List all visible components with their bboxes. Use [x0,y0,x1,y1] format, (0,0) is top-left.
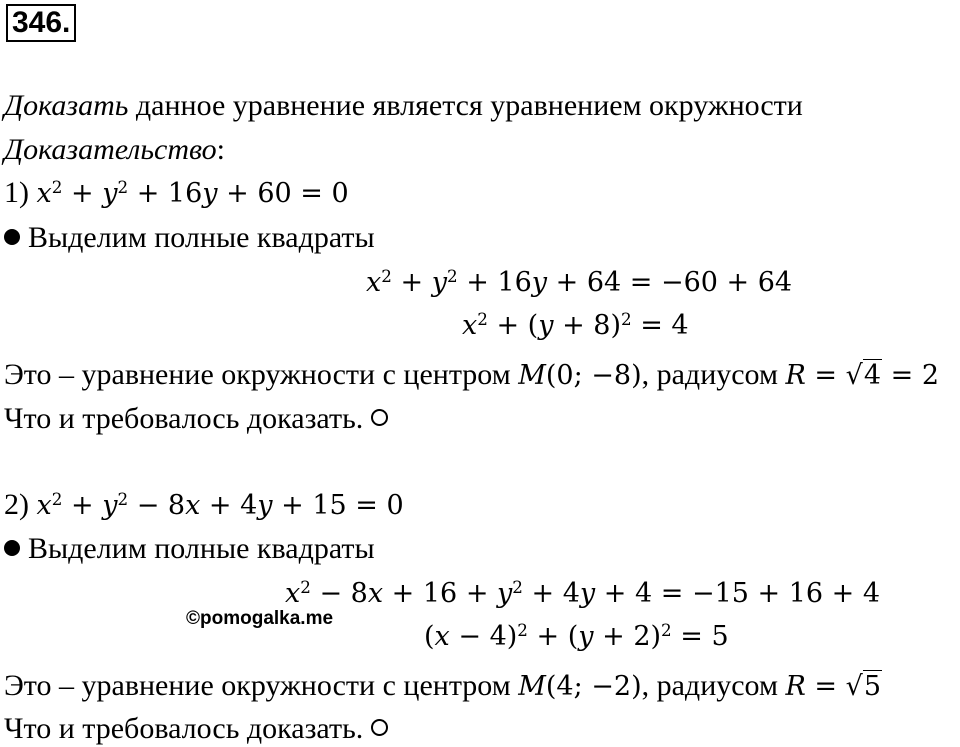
part1-step [4,220,375,256]
part1-qed [4,401,388,437]
end-of-proof-icon [371,409,388,426]
part2-equation-line [4,487,404,526]
part2-step [4,531,375,567]
part2-radius-text: , радиусом [641,669,786,702]
part1-transform-1: $x^2 + y^2 + 16y + 64 = -60 + 64$ [366,265,793,298]
part2-conclusion-text: Это – уравнение окружности с центром [4,669,519,702]
part2-qed-text: Что и требовалось доказать. [4,712,364,745]
part1-equation-line [4,175,349,214]
task-statement [4,88,803,124]
part2-transform-2: $(x - 4)^2 + (y + 2)^2 = 5$ [424,619,729,652]
bullet-icon [4,229,20,245]
task-label: Доказать [4,89,129,122]
part1-transform-2: $x^2 + (y + 8)^2 = 4$ [462,308,689,341]
part2-label: 2) [4,488,37,521]
part1-qed-text: Что и требовалось доказать. [4,402,364,435]
task-text: данное уравнение является уравнением окружности [128,89,803,122]
problem-number: 346. [6,4,76,42]
part1-step-text: Выделим полные квадраты [28,221,375,254]
part2-center: M(4; −2) [518,671,642,702]
proof-label: Доказательство [4,133,217,166]
end-of-proof-icon [371,719,388,736]
bullet-icon [4,540,20,556]
part2-equation: $x^2 + y^2 - 8x + 4y + 15 = 0$ [36,488,404,521]
watermark: ©pomogalka.me [186,608,334,629]
proof-colon: : [216,133,225,166]
part1-conclusion-text: Это – уравнение окружности с центром [4,358,519,391]
part2-radius: R = √5 [785,671,882,702]
part1-radius: R = √4 = 2 [785,360,939,391]
part1-center: M(0; −8) [518,360,642,391]
part2-conclusion [4,668,882,705]
part1-conclusion [4,357,939,394]
part1-radius-text: , радиусом [641,358,786,391]
part1-label: 1) [4,176,37,209]
part2-transform-1: $x^2 - 8x + 16 + y^2 + 4y + 4 = -15 + 16 + 4$ [285,576,881,609]
proof-heading [4,132,225,168]
part2-qed [4,711,388,747]
part2-step-text: Выделим полные квадраты [28,532,375,565]
part1-equation: $x^2 + y^2 + 16y + 60 = 0$ [36,176,349,209]
